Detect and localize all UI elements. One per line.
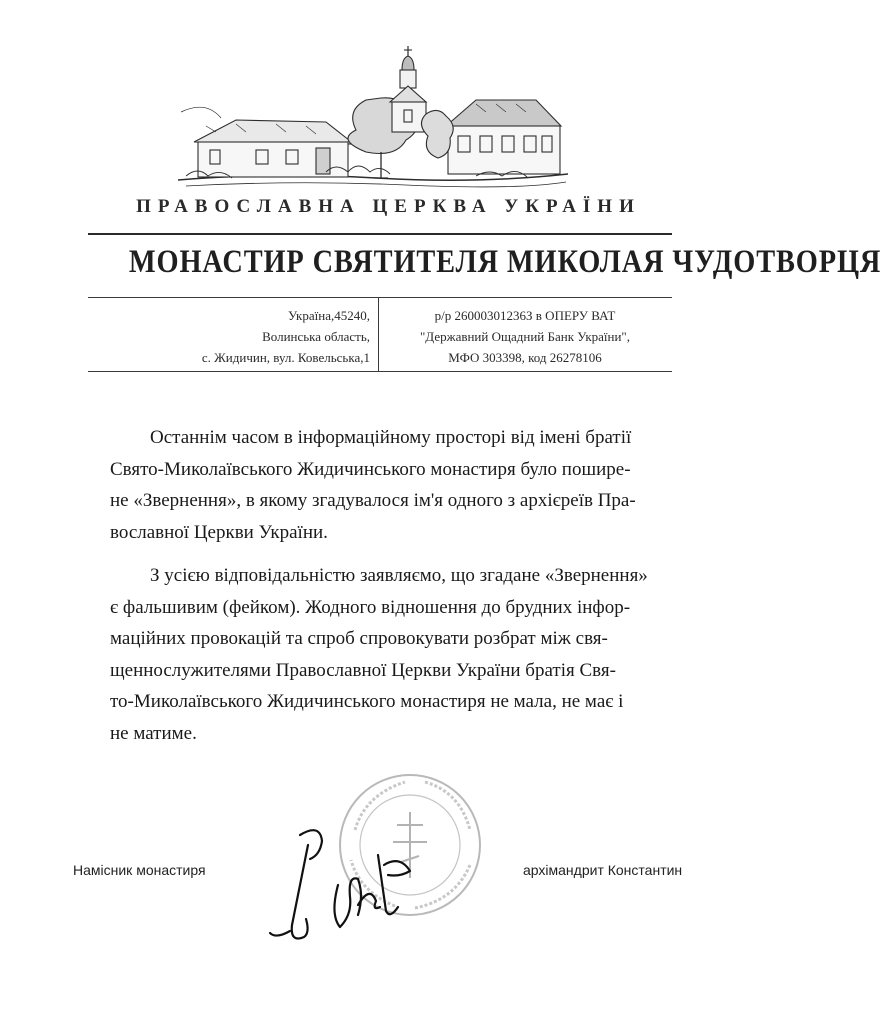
church-name: ПРАВОСЛАВНА ЦЕРКВА УКРАЇНИ: [136, 196, 641, 217]
paragraph-line: З усією відповідальністю заявляємо, що згадане «Звернення»: [150, 565, 648, 586]
postal-address: [120, 305, 370, 368]
paragraph-line: маційних провокацій та спроб спровокувати розбрат між свя-: [110, 628, 608, 649]
paragraph-line: не «Звернення», в якому згадувалося ім'я одного з архієреїв Пра-: [110, 490, 636, 511]
header-rule-top: [88, 233, 672, 235]
address-line: с. Жидичин, вул. Ковельська,1: [201, 350, 370, 365]
signatory-title: Намісник монастиря: [73, 862, 206, 878]
paragraph-line: не матиме.: [110, 722, 197, 744]
monastery-illustration: [176, 40, 570, 190]
header-rule-middle: [88, 297, 672, 298]
paragraph-2: [110, 560, 722, 749]
monastery-title: МОНАСТИР СВЯТИТЕЛЯ МИКОЛАЯ ЧУДОТВОРЦЯ: [128, 244, 881, 280]
paragraph-1: [110, 422, 722, 548]
paragraph-line: вославної Церкви України.: [110, 521, 328, 543]
address-line: Волинська область,: [262, 329, 370, 344]
bank-line: р/р 26000301236З в ОПЕРУ ВАТ: [434, 308, 616, 323]
paragraph-line: є фальшивим (фейком). Жодного відношення до брудних інфор-: [110, 596, 631, 618]
handwritten-signature: [260, 815, 430, 965]
bank-line: МФО 303398, код 26278106: [448, 350, 602, 365]
paragraph-line: то-Миколаївського Жидичинського монастиря не мала, не має і: [110, 691, 624, 712]
paragraph-line: Останнім часом в інформаційному просторі від імені братії: [150, 427, 632, 448]
bank-details: [390, 305, 660, 368]
address-line: Україна,45240,: [288, 308, 370, 323]
letter-body: [110, 422, 722, 749]
signatory-name: архімандрит Константин: [523, 862, 683, 878]
header-column-divider: [378, 298, 379, 371]
paragraph-line: Свято-Миколаївського Жидичинського монастиря було пошире-: [110, 458, 631, 480]
header-rule-bottom: [88, 371, 672, 372]
paragraph-line: щеннослужителями Православної Церкви України братія Свя-: [110, 659, 616, 681]
bank-line: "Державний Ощадний Банк України",: [419, 329, 630, 344]
